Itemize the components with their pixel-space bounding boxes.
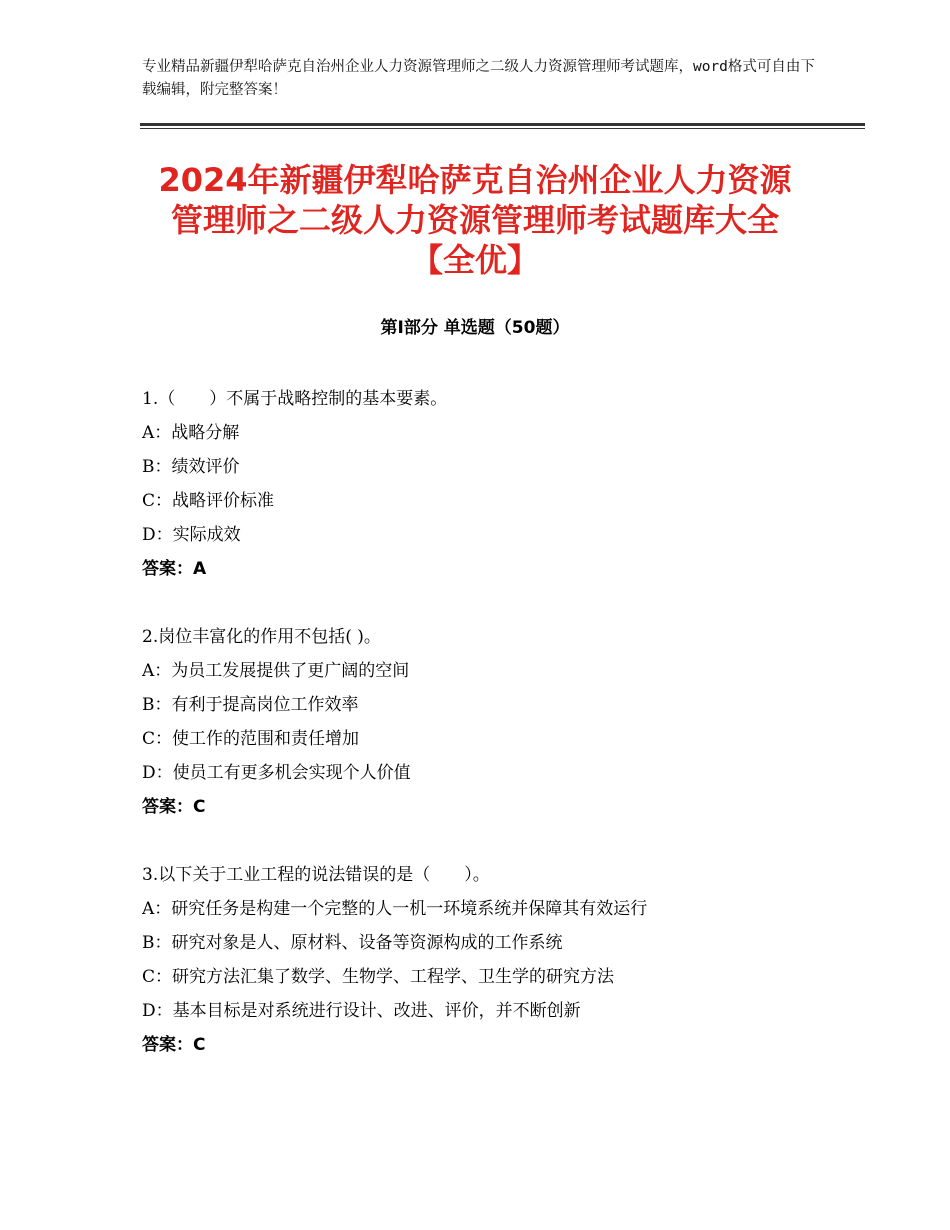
title-line-3: 【全优】 xyxy=(410,241,539,279)
option-d: D：基本目标是对系统进行设计、改进、评价，并不断创新 xyxy=(142,1001,581,1021)
option-d: D：使员工有更多机会实现个人价值 xyxy=(142,763,411,783)
question-stem: 3.以下关于工业工程的说法错误的是（ ）。 xyxy=(142,865,490,885)
option-b: B：有利于提高岗位工作效率 xyxy=(142,695,359,715)
option-c: C：战略评价标准 xyxy=(142,491,275,511)
option-b: B：研究对象是人、原材料、设备等资源构成的工作系统 xyxy=(142,933,563,953)
title-line-2: 管理师之二级人力资源管理师考试题库大全 xyxy=(170,201,779,239)
header-rule-thick xyxy=(140,123,865,126)
answer: 答案：C xyxy=(142,797,206,817)
header-note: 专业精品新疆伊犁哈萨克自治州企业人力资源管理师之二级人力资源管理师考试题库，word格式可自由下载编辑，附完整答案！ xyxy=(142,59,815,98)
header-rule-thin xyxy=(140,128,865,129)
option-d: D：实际成效 xyxy=(142,525,241,545)
question-1 xyxy=(142,382,862,586)
option-a: A：为员工发展提供了更广阔的空间 xyxy=(142,661,410,681)
option-b: B：绩效评价 xyxy=(142,457,240,477)
title-line-1: 2024年新疆伊犁哈萨克自治州企业人力资源 xyxy=(158,161,792,199)
option-c: C：研究方法汇集了数学、生物学、工程学、卫生学的研究方法 xyxy=(142,967,615,987)
section-title: 第Ⅰ部分 单选题（50题） xyxy=(380,318,570,338)
answer: 答案：C xyxy=(142,1035,206,1055)
option-c: C：使工作的范围和责任增加 xyxy=(142,729,360,749)
question-list xyxy=(142,382,862,1096)
question-2 xyxy=(142,620,862,824)
answer: 答案：A xyxy=(142,559,207,579)
document-title xyxy=(120,160,830,280)
question-stem: 1.（ ）不属于战略控制的基本要素。 xyxy=(142,389,448,409)
option-a: A：研究任务是构建一个完整的人一机一环境系统并保障其有效运行 xyxy=(142,899,648,919)
question-stem: 2.岗位丰富化的作用不包括( )。 xyxy=(142,627,381,647)
option-a: A：战略分解 xyxy=(142,423,240,443)
question-3 xyxy=(142,858,862,1062)
